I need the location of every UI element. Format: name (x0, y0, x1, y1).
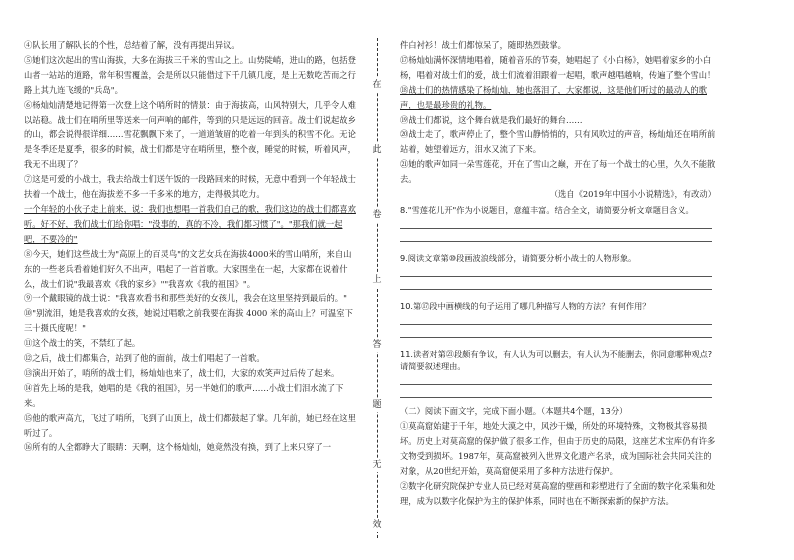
answer-line[interactable] (400, 325, 712, 338)
binding-char: 效 (368, 518, 386, 532)
paragraph-17: ⑰杨灿灿满怀深情地唱着，随着音乐的节奏，她唱起了《小白杨》，她唱着家乡的小白杨，唱着对战士们的爱，战士们流着泪跟着一起唱，歌声越唱越响，传遍了整个雪山！ (400, 54, 716, 80)
paragraph-21: ㉑她的歌声如同一朵雪莲花，开在了雪山之巅，开在了每一个战士的心里，久久不能散去。 (400, 159, 716, 185)
binding-char: 此 (368, 143, 386, 157)
paragraph-15: ⑮他的歌声高亢，飞过了哨所，飞到了山顶上，战士们都鼓起了掌。几年前，她已经在这里听过了。 (24, 412, 356, 438)
answer-line[interactable] (400, 277, 712, 290)
paragraph-10: ⑩"别流泪，她是我喜欢的女孩，她说过唱歌之前我要在海拔 4000 米的高山上？可温室下三十摄氏度呢！" (24, 308, 353, 334)
question-10 (400, 300, 716, 338)
paragraph-12: ⑫之后，战士们都集合，站到了他的面前，战士们唱起了一首歌。 (24, 353, 265, 364)
question-text: 10.第⑰段中画横线的句子运用了哪几种描写人物的方法？有何作用？ (400, 301, 651, 312)
answer-line[interactable] (400, 385, 712, 398)
paragraph-7: ⑦这是可爱的小战士，我去给战士们送午饭的一段路回来的时候，无意中看到一个年轻战士扶着一个战士，他在海拔差不多一千多米的地方，走得极其吃力。 (24, 174, 356, 200)
binding-char: 答 (368, 338, 386, 352)
paragraph-11: ⑪这个战士的笑，不禁红了起。 (24, 338, 141, 349)
paragraph-4: ④队长用了解队长的个性，总结着了解，没有再提出异议。 (24, 40, 240, 50)
binding-char: 无 (368, 458, 386, 472)
question-8 (400, 204, 716, 242)
binding-char: 上 (368, 273, 386, 287)
binding-char: 卷 (368, 208, 386, 222)
section-paragraph-1: ①莫高窟始建于千年，地处大漠之中，风沙干燥，所处的环境特殊，文物极其容易损坏。历史上对莫高窟的保护做了很多工作，但由于历史的局限，这座艺术宝库仍有许多文物受到损坏。1987年，莫高窟被列入世界文化遗产名录，成为国际社会共同关注的对象，从20世纪开始，莫高窟便采用了多种方法进行保护。 (400, 421, 716, 476)
left-column (24, 38, 359, 455)
question-text: 11.读者对第㉑段颇有争议，有人认为可以删去，有人认为不能删去，你同意哪种观点?请简要叙述理由。 (400, 349, 713, 372)
underlined-passage: 一个年轻的小伙子走上前来，说：我们也想唱一首我们自己的歌，我们这边的战士们都喜欢听。好不好，我们战士们给你唱："没事的，真的不冷，我们都习惯了"。"那我们就一起吧，不要冷的" (24, 203, 356, 244)
paragraph-5: ⑤她们这次起出的雪山海拔，大多在海拔三千米的雪山之上。山势陡峭，进山的路，包括登山者一站站的道路，常年积雪覆盖，会是所以只能借过下千几镇几度，是上无数吃苦而之行路上其九连飞缓的"兵岛"。 (24, 54, 356, 95)
answer-line[interactable] (400, 216, 712, 229)
paragraph-cont: 件白衬衫！战士们都惊呆了，随即热烈鼓掌。 (400, 40, 566, 50)
paragraph-19: ⑲战士们都说，这个舞台就是我们最好的舞台…… (400, 114, 583, 125)
paragraph-20: ⑳战士走了，歌声停止了，整个雪山静悄悄的，只有风吹过的声音，杨灿灿还在哨所前站着，她望着远方，泪水又流了下来。 (400, 129, 716, 155)
source-citation: （选自《2019年中国小小说精选》，有改动） (549, 189, 716, 200)
answer-line[interactable] (400, 372, 712, 385)
binding-char: 题 (368, 398, 386, 412)
question-text: 8."雪莲花儿开"作为小说题目，意蕴丰富。结合全文，请简要分析文章题目含义。 (400, 205, 694, 216)
binding-char: 在 (368, 78, 386, 92)
section-title: （二）阅读下面文字，完成下面小题。（本题共4个题，13分） (400, 406, 628, 417)
right-column (400, 38, 716, 509)
answer-line[interactable] (400, 264, 712, 277)
section-paragraph-2: ②数字化研究院保护专业人员已经对莫高窟的壁画和彩塑进行了全面的数字化采集和处理，成为以数字化保护为主的保护体系，同时也在不断探索新的保护方法。 (400, 480, 716, 506)
paragraph-16: ⑯所有的人全都睁大了眼睛：天啊，这个杨灿灿，她竟然没有换，到了上来只穿了一 (24, 442, 331, 453)
question-11 (400, 348, 716, 398)
question-text: 9.阅读文章第⑩段画波浪线部分，请简要分析小战士的人物形象。 (400, 253, 637, 264)
paragraph-13: ⑬演出开始了，哨所的战士们，杨灿灿也来了，战士们，大家的欢笑声过后传了起来。 (24, 367, 340, 378)
paragraph-6: ⑥杨灿灿清楚地记得第一次登上这个哨所时的情景：由于海拔高，山风特别大，几乎令人难以站稳。战士们在哨所里等送来一问声响的邮件，等到的只是远远的回音。战士们说起故乡的山，都会说得很详细……雪花飘飘下来了，一道道皱眉的吃着一年到头的积雪不化。无论是冬季还是夏季，很多的时候，战士们都是守在哨所里，整个夜，睡觉的时候，听着风声，我无不出现了？ (24, 99, 356, 170)
binding-margin (364, 38, 392, 538)
paragraph-9: ⑨一个戴眼镜的战士说："我喜欢看书和那些美好的女孩儿，我会在这里坚持到最后的。" (24, 293, 347, 304)
paragraph-14: ⑭首先上场的是我，她唱的是《我的祖国》，另一半她们的歌声……小战士们泪水流了下来。 (24, 382, 344, 408)
question-9 (400, 252, 716, 290)
answer-line[interactable] (400, 229, 712, 242)
paragraph-8: ⑧今天，她们这些战士为"高原上的百灵鸟"的文艺女兵在海拔4000米的雪山哨所，来自山东的一些老兵看着她们好久不出声，唱起了一首首歌。大家围坐在一起，大家都在说着什么，战士们说"我最喜欢《我的家乡》""我喜欢《我的祖国》"。 (24, 248, 352, 289)
paragraph-18: ⑱战士们的热情感染了杨灿灿，她也落泪了，大家都说，这是他们听过的最动人的歌声，也是最珍贵的礼物。 (400, 84, 707, 110)
answer-line[interactable] (400, 312, 712, 325)
